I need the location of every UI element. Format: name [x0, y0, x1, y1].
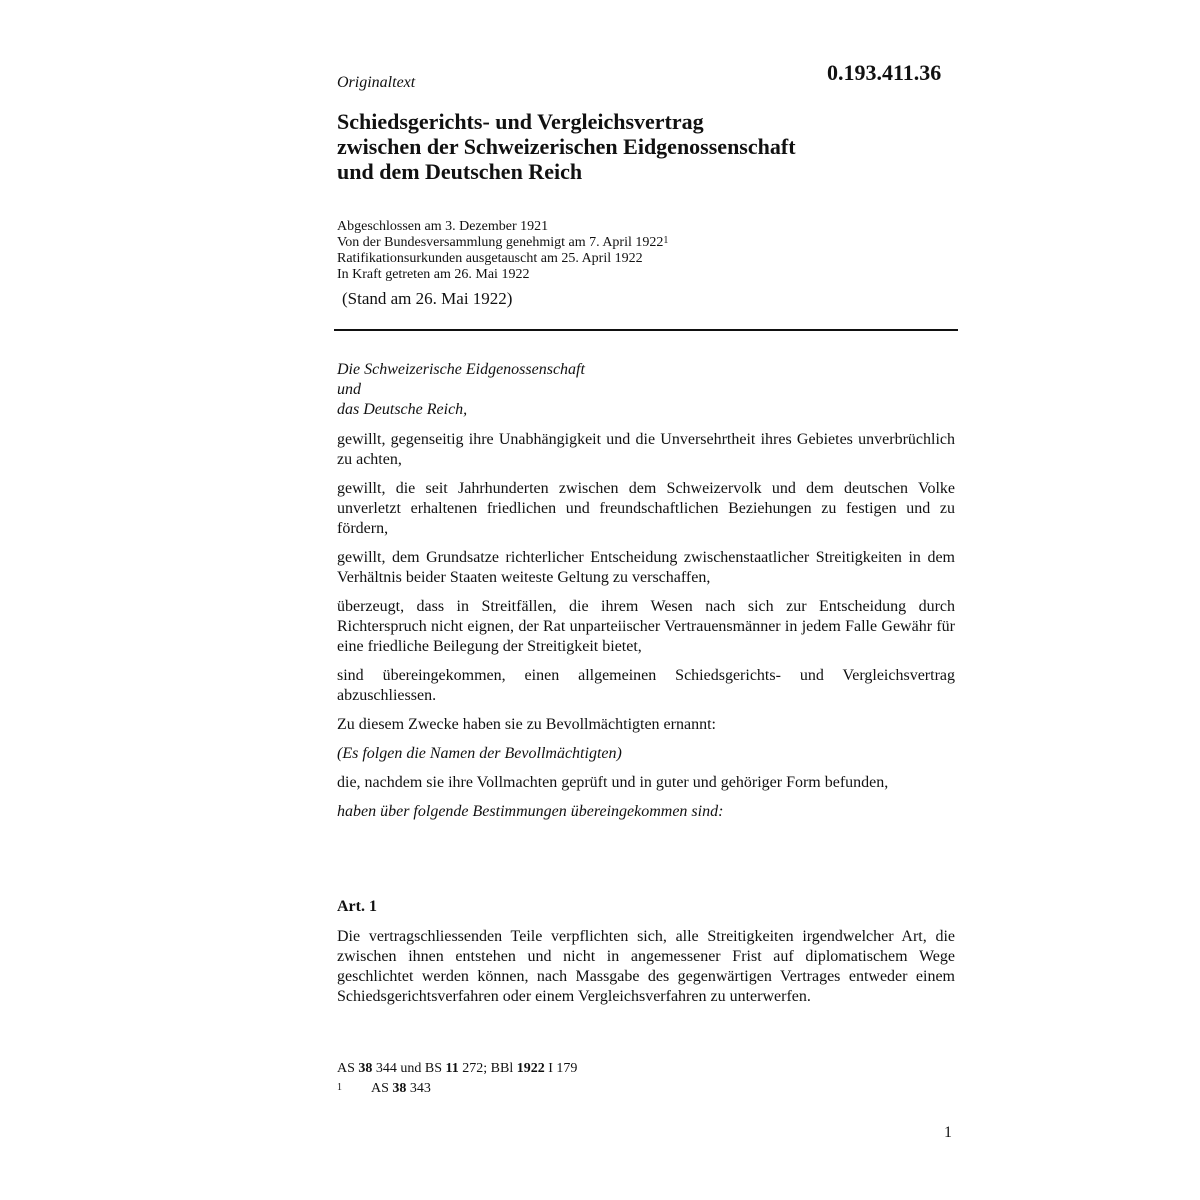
title-line: und dem Deutschen Reich	[337, 159, 583, 184]
title-line: Schiedsgerichts- und Vergleichsvertrag	[337, 109, 704, 134]
article-1-text: Die vertragschliessenden Teile verpflichten sich, alle Streitigkeiten irgendwelcher Art, die zwischen ihnen entstehen und nicht in angemessener Frist auf diplomatischem Wege geschlichtet werden können, nach Massgabe des gegenwärtigen Vertrages entweder einem Schiedsgerichtsverfahren oder einem Vergleichsverfahren zu unterwerfen.	[337, 928, 955, 1005]
source-as-prefix: AS	[337, 1061, 359, 1076]
footnote-1-volume: 38	[392, 1081, 407, 1096]
footnote-ref-1: 1	[663, 235, 669, 246]
preamble-paragraph: sind übereingekommen, einen allgemeinen Schiedsgerichts- und Vergleichsvertrag abzuschliessen.	[337, 667, 955, 704]
treaty-dates	[337, 219, 668, 283]
party-line: Die Schweizerische Eidgenossenschaft	[337, 361, 585, 378]
party-line: das Deutsche Reich,	[337, 401, 468, 418]
source-bbl-year: 1922	[516, 1061, 545, 1076]
source-bbl-ref: I 179	[544, 1061, 578, 1076]
party-line: und	[337, 381, 361, 398]
footnotes	[337, 1059, 577, 1099]
preamble-paragraph: gewillt, dem Grundsatze richterlicher Entscheidung zwischenstaatlicher Streitigkeiten in dem Verhältnis beider Staaten weiteste Geltung zu verschaffen,	[337, 549, 955, 586]
preamble-paragraph: gewillt, die seit Jahrhunderten zwischen dem Schweizervolk und dem deutschen Volke unverletzt erhaltenen friedlichen und freundschaftlichen Beziehungen zu festigen und zu fördern,	[337, 480, 955, 537]
document-title	[337, 109, 977, 184]
date-in-kraft: In Kraft getreten am 26. Mai 1922	[337, 267, 530, 282]
vollmachten-paragraph: die, nachdem sie ihre Vollmachten geprüft und in guter und gehöriger Form befunden,	[337, 774, 889, 791]
source-bs-page: 272; BBl	[458, 1061, 517, 1076]
date-abgeschlossen: Abgeschlossen am 3. Dezember 1921	[337, 219, 549, 234]
preamble-paragraph: überzeugt, dass in Streitfällen, die ihrem Wesen nach sich zur Entscheidung durch Richterspruch nicht eignen, der Rat unparteiischer Vertrauensmänner in jedem Falle Gewähr für eine friedliche Beilegung der Streitigkeit bietet,	[337, 598, 955, 655]
article-1-heading: Art. 1	[337, 898, 377, 915]
source-as-volume: 38	[358, 1061, 373, 1076]
date-genehmigt-line	[337, 235, 668, 251]
preamble-section	[337, 360, 955, 822]
header-divider	[334, 329, 958, 331]
page-number: 1	[944, 1124, 952, 1141]
footnote-1-marker: 1	[337, 1082, 342, 1093]
footnote-1	[337, 1079, 577, 1099]
date-ratifikation: Ratifikationsurkunden ausgetauscht am 25. April 1922	[337, 251, 643, 266]
stand-date: (Stand am 26. Mai 1922)	[342, 289, 513, 308]
originaltext-label: Originaltext	[337, 74, 416, 91]
footnote-1-prefix: AS	[371, 1081, 393, 1096]
preamble-paragraph: Zu diesem Zwecke haben sie zu Bevollmächtigten ernannt:	[337, 716, 716, 733]
preamble-paragraph: gewillt, gegenseitig ihre Unabhängigkeit und die Unversehrtheit ihres Gebietes unverbrüchlich zu achten,	[337, 431, 955, 468]
source-footnote	[337, 1059, 577, 1079]
title-line: zwischen der Schweizerischen Eidgenossenschaft	[337, 134, 796, 159]
source-as-page: 344 und BS	[372, 1061, 446, 1076]
bevollmaechtigte-note: (Es folgen die Namen der Bevollmächtigten)	[337, 745, 622, 762]
footnote-1-page: 343	[406, 1081, 431, 1096]
sr-number: 0.193.411.36	[827, 60, 942, 85]
date-genehmigt: Von der Bundesversammlung genehmigt am 7. April 1922	[337, 235, 664, 250]
source-bs-volume: 11	[445, 1061, 459, 1076]
closing-line: haben über folgende Bestimmungen übereingekommen sind:	[337, 803, 724, 820]
